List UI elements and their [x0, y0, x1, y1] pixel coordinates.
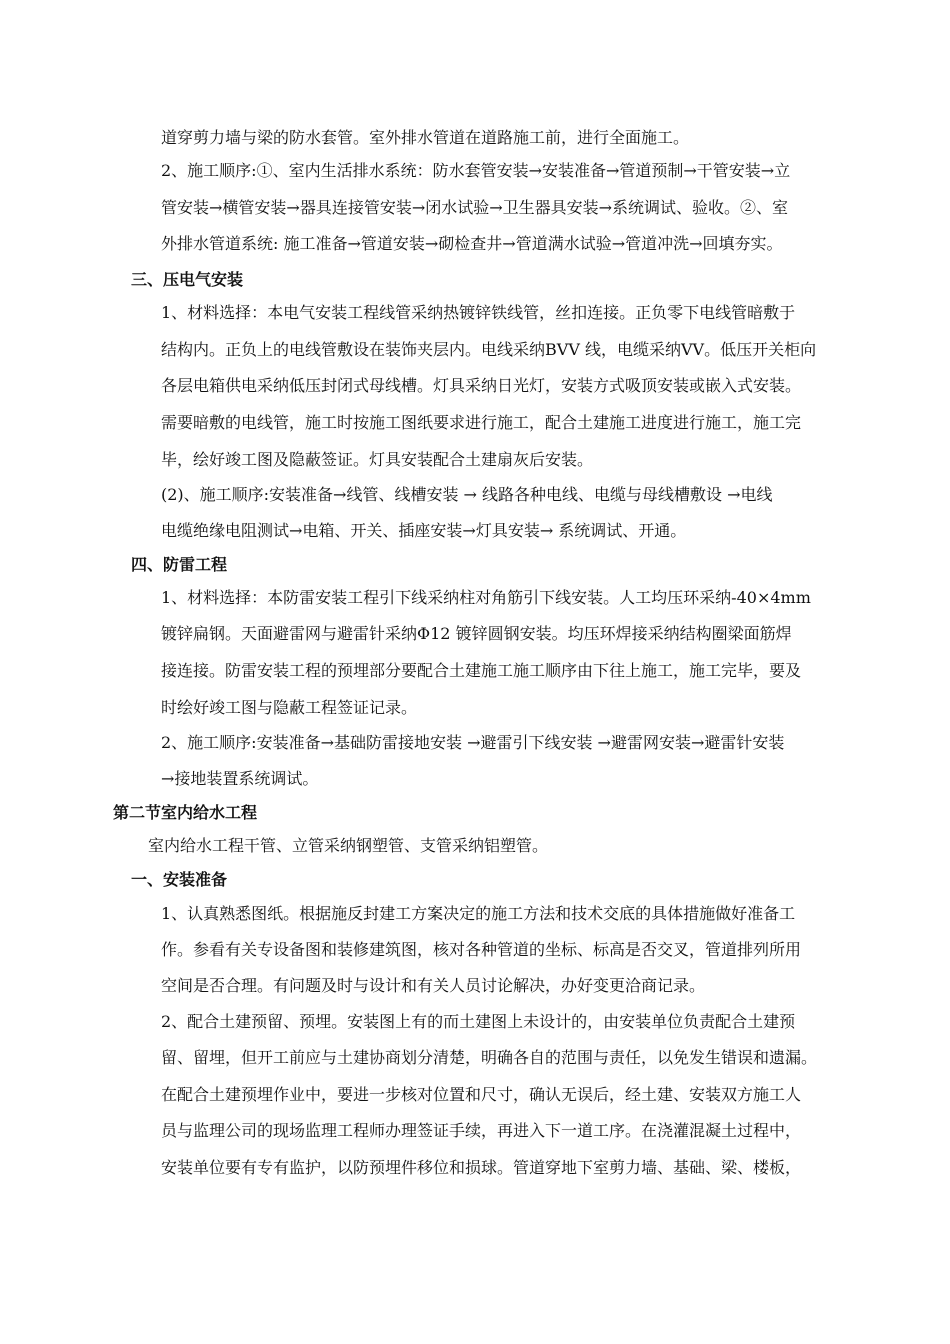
section-heading: 第二节室内给水工程	[113, 803, 258, 822]
paragraph-line: 安装单位要有专有监护，以防预埋件移位和损球。管道穿地下室剪力墙、基础、梁、楼板，	[161, 1158, 802, 1177]
paragraph-line: 2、配合土建预留、预埋。安装图上有的而土建图上未设计的，由安装单位负责配合土建预	[161, 1012, 796, 1031]
paragraph-line: 留、留埋，但开工前应与土建协商划分清楚，明确各自的范围与责任，以免发生错误和遗漏。	[161, 1048, 818, 1067]
paragraph-line: 2、施工顺序:安装准备→基础防雷接地安装 →避雷引下线安装 →避雷网安装→避雷针安装	[161, 733, 785, 752]
paragraph-line: 员与监理公司的现场监理工程师办理签证手续，再进入下一道工序。在浇灌混凝土过程中，	[161, 1121, 802, 1140]
paragraph-line: 接连接。防雷安装工程的预埋部分要配合土建施工施工顺序由下往上施工，施工完毕，要及	[161, 661, 802, 680]
section-heading: 四、防雷工程	[131, 555, 228, 574]
paragraph-line: 外排水管道系统: 施工准备→管道安装→砌检查井→管道满水试验→管道冲洗→回填夯实。	[161, 234, 783, 253]
paragraph-line: 室内给水工程干管、立管采纳钢塑管、支管采纳铝塑管。	[148, 836, 549, 855]
paragraph-line: 需要暗敷的电线管，施工时按施工图纸要求进行施工，配合土建施工进度进行施工，施工完	[161, 413, 802, 432]
paragraph-line: →接地装置系统调试。	[161, 769, 319, 788]
paragraph-line: 结构内。正负上的电线管敷设在装饰夹层内。电线采纳BVV 线，电缆采纳VV。低压开关柜向	[161, 340, 817, 359]
paragraph-line: 1、认真熟悉图纸。根据施反封建工方案决定的施工方法和技术交底的具体措施做好准备工	[161, 904, 796, 923]
paragraph-line: 时绘好竣工图与隐蔽工程签证记录。	[161, 698, 418, 717]
paragraph-line: 管安装→横管安装→器具连接管安装→闭水试验→卫生器具安装→系统调试、验收。②、室	[161, 198, 789, 217]
paragraph-line: 作。参看有关专设备图和装修建筑图，核对各种管道的坐标、标高是否交叉，管道排列所用	[161, 940, 802, 959]
paragraph-line: 1、材料选择：本防雷安装工程引下线采纳柱对角筋引下线安装。人工均压环采纳-40×4mm	[161, 588, 811, 607]
paragraph-line: (2)、施工顺序:安装准备→线管、线槽安装 → 线路各种电线、电缆与母线槽敷设 →电线	[161, 485, 773, 504]
paragraph-line: 2、施工顺序:①、室内生活排水系统：防水套管安装→安装准备→管道预制→干管安装→立	[161, 161, 791, 180]
section-heading: 三、压电气安装	[131, 270, 244, 289]
paragraph-line: 电缆绝缘电阻测试→电箱、开关、插座安装→灯具安装→ 系统调试、开通。	[161, 521, 687, 540]
paragraph-line: 1、材料选择：本电气安装工程线管采纳热镀锌铁线管，丝扣连接。正负零下电线管暗敷于	[161, 303, 796, 322]
paragraph-line: 各层电箱供电采纳低压封闭式母线槽。灯具采纳日光灯，安装方式吸顶安装或嵌入式安装。	[161, 376, 802, 395]
paragraph-line: 在配合土建预埋作业中，要进一步核对位置和尺寸，确认无误后，经土建、安装双方施工人	[161, 1085, 802, 1104]
paragraph-line: 空间是否合理。有问题及时与设计和有关人员讨论解决，办好变更洽商记录。	[161, 976, 706, 995]
section-heading: 一、安装准备	[131, 870, 228, 889]
paragraph-line: 道穿剪力墙与梁的防水套管。室外排水管道在道路施工前，进行全面施工。	[161, 128, 690, 147]
paragraph-line: 毕，绘好竣工图及隐蔽签证。灯具安装配合土建扇灰后安装。	[161, 450, 594, 469]
paragraph-line: 镀锌扁钢。天面避雷网与避雷针采纳Φ12 镀锌圆钢安装。均压环焊接采纳结构圈梁面筋焊	[161, 624, 792, 643]
